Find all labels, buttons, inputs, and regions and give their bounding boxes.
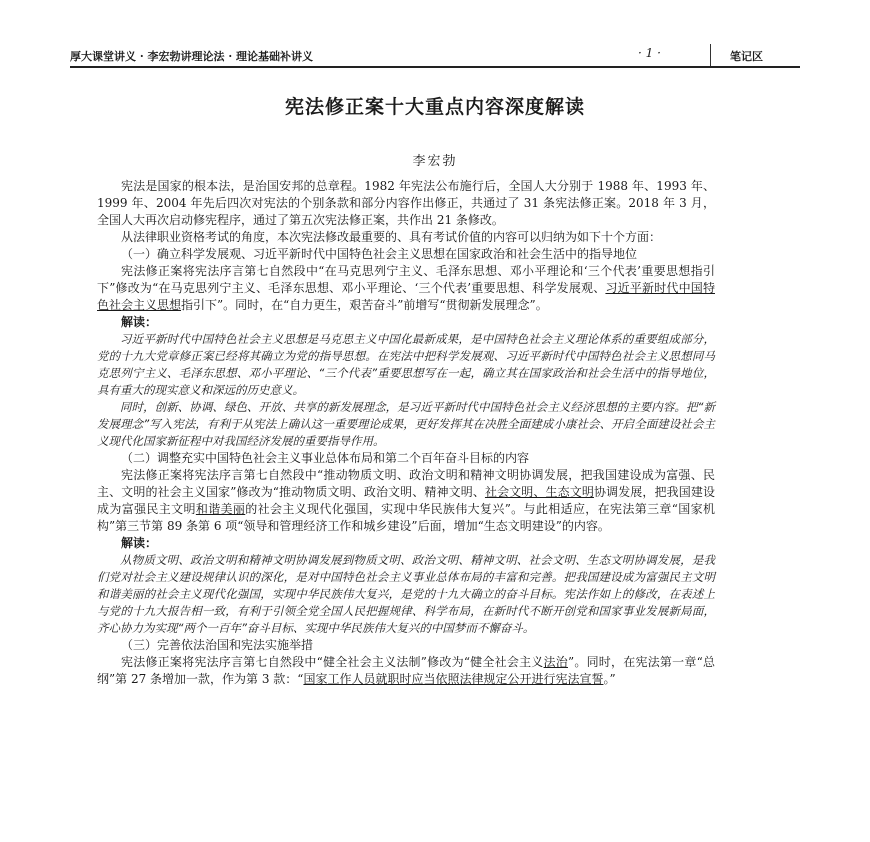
running-header — [70, 44, 800, 68]
paragraph-intro: 宪法是国家的根本法，是治国安邦的总章程。1982 年宪法公布施行后，全国人大分别于 1988 年、1993 年、1999 年、2004 年先后四次对宪法的个别条款和部分内容作出修正，共通过了 31 条宪法修正案。2018 年 3 月，全国人大再次启动修宪程序，通过了第五次宪法修正案，共作出 21 条修改。 — [97, 179, 715, 227]
interpretation-paragraph-2: 从物质文明、政治文明和精神文明协调发展到物质文明、政治文明、精神文明、社会文明、生态文明协调发展，是我们党对社会主义建设规律认识的深化，是对中国特色社会主义事业总体布局的丰富和完善。把我国建设成为富强民主文明和谐美丽的社会主义现代化强国，实现中华民族伟大复兴，是党的十九大确立的奋斗目标。宪法作如上的修改，在表述上与党的十九大报告相一致，有利于引领全党全国人民把握规律、科学布局，在新时代不断开创党和国家事业发展新局面，齐心协力为实现“两个一百年”奋斗目标、实现中华民族伟大复兴的中国梦而不懈奋斗。 — [97, 553, 715, 635]
paragraph-amendment-2 — [97, 467, 715, 535]
notes-area-label: 笔记区 — [730, 50, 763, 63]
header-book-title: 厚大课堂讲义 · 李宏勃讲理论法 · 理论基础补讲义 — [70, 50, 313, 63]
underlined-text: 国家工作人员就职时应当依照法律规定公开进行宪法宣誓 — [303, 672, 604, 686]
text-run: 指引下”。同时，在“自力更生，艰苦奋斗”前增写“贯彻新发展理念”。 — [181, 298, 548, 312]
header-rule — [70, 66, 800, 68]
article-body — [97, 178, 715, 688]
text-run: ”。同时，在宪法第一章“总纲”第 27 条增加一款，作为第 3 款：“ — [97, 655, 715, 686]
interpretation-paragraph-1a: 习近平新时代中国特色社会主义思想是马克思主义中国化最新成果，是中国特色社会主义理论体系的重要组成部分，党的十九大党章修正案已经将其确立为党的指导思想。在宪法中把科学发展观、习近平新时代中国特色社会主义思想同马克思列宁主义、毛泽东思想、邓小平理论、“三个代表”重要思想写在一起，确立其在国家政治和社会生活中的指导地位，具有重大的现实意义和深远的历史意义。 — [97, 332, 715, 397]
interpretation-label-2: 解读： — [121, 536, 158, 550]
article-title: 宪法修正案十大重点内容深度解读 — [284, 96, 585, 118]
article-author: 李宏勃 — [412, 154, 458, 169]
paragraph-overview: 从法律职业资格考试的角度，本次宪法修改最重要的、具有考试价值的内容可以归纳为如下十个方面： — [121, 230, 662, 244]
interpretation-label-1: 解读： — [121, 315, 158, 329]
paragraph-amendment-3 — [97, 654, 715, 688]
text-run: 的社会主义现代化强国，实现中华民族伟大复兴”。与此相适应，在宪法第三章“国家机构”第三节第 89 条第 6 项“领导和管理经济工作和城乡建设”后面，增加“生态文明建设”的内容。 — [97, 502, 715, 533]
text-run: 宪法修正案将宪法序言第七自然段中“健全社会主义法制”修改为“健全社会主义 — [121, 655, 544, 669]
header-divider — [710, 44, 711, 68]
paragraph-amendment-1 — [97, 263, 715, 314]
text-run: 。” — [603, 672, 616, 686]
text-run: 宪法修正案将宪法序言第七自然段中“推动物质文明、政治文明和精神文明协调发展，把我国建设成为富强、民主、文明的社会主义国家”修改为“推动物质文明、政治文明、精神文明、 — [97, 468, 715, 499]
underlined-text: 法治 — [543, 655, 568, 669]
text-run: 协调发展，把我国建设成为富强民主文明 — [97, 485, 715, 516]
section-heading-2: （二）调整充实中国特色社会主义事业总体布局和第二个百年奋斗目标的内容 — [121, 451, 530, 465]
interpretation-paragraph-1b: 同时，创新、协调、绿色、开放、共享的新发展理念，是习近平新时代中国特色社会主义经济思想的主要内容。把“新发展理念”写入宪法，有利于从宪法上确认这一重要理论成果，更好发挥其在决胜全面建成小康社会、开启全面建设社会主义现代化国家新征程中对我国经济发展的重要指导作用。 — [97, 400, 715, 448]
section-heading-1: （一）确立科学发展观、习近平新时代中国特色社会主义思想在国家政治和社会生活中的指导地位 — [121, 247, 638, 261]
underlined-text: 习近平新时代中国特色社会主义思想 — [97, 281, 715, 312]
page-number: · 1 · — [638, 46, 661, 60]
underlined-text: 社会文明、生态文明 — [484, 485, 594, 499]
underlined-text: 和谐美丽 — [195, 502, 246, 516]
section-heading-3: （三）完善依法治国和宪法实施举措 — [121, 638, 314, 652]
text-run: 宪法修正案将宪法序言第七自然段中“在马克思列宁主义、毛泽东思想、邓小平理论和‘三个代表’重要思想指引下”修改为“在马克思列宁主义、毛泽东思想、邓小平理论、‘三个代表’重要思想、科学发展观、 — [97, 264, 715, 295]
